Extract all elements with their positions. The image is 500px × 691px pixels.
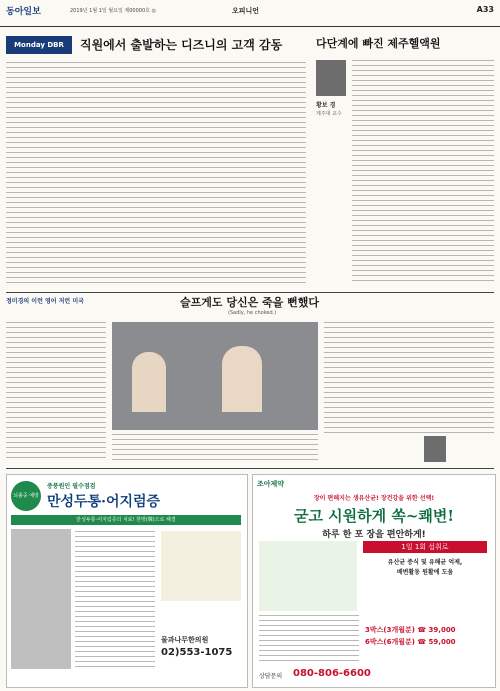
ad-contact-phone: 080-806-6600 [293,668,371,679]
ad-product-image [259,541,357,611]
columnist-byline: 황보 경 [316,102,336,109]
ad-tag: 뇌졸중 예방 [11,481,41,511]
dbr-headline: 직원에서 출발하는 디즈니의 고객 감동 [80,38,283,52]
ad-left [6,474,248,688]
person-figure-left [132,352,166,412]
issue-date: 2019년 1월 1일 월요일 제00000호 ◎ [70,8,156,14]
divider [6,292,494,293]
english-body-left [6,322,106,462]
ad-checklist [161,531,241,601]
paper-name: 동아일보 [6,7,41,17]
person-figure-right [222,346,262,412]
ad-price-1: 3박스(3개월분) ☎ 39,000 [365,626,456,634]
ad-band: 만성두통·어지럼증의 치료! 한방(韓)으로 해결 [11,515,241,525]
column-headline: 다단계에 빠진 제주헬액원 [316,37,441,50]
english-column-subhead: (Sadly, he choked.) [228,310,277,316]
ad-tagline: 장이 편해지는 생유산균! 장건강을 위한 선택! [313,495,435,502]
masthead [0,0,500,27]
english-column-header: 정미경의 이런 영어 저런 미국 [6,298,84,305]
ad-price-2: 6박스(6개월분) ☎ 59,000 [365,638,456,646]
ad-text [75,531,155,671]
ad-title: 중풍원인 필수점검 [47,483,96,490]
english-body-right [324,322,494,434]
english-column-headline: 슬프게도 당신은 죽을 뻔했다 [180,296,319,309]
columnist-photo [316,60,346,96]
divider-ads [6,468,494,469]
ad-headline: 만성두통·어지럼증 [47,494,161,510]
photo-caption [112,434,318,462]
dbr-article-body [6,62,306,284]
ad-brand: 조아제약 [257,480,285,488]
ad-text-right [259,615,359,665]
author-photo [424,436,446,462]
page-number: A33 [476,5,494,14]
ad-feature-1: 유산균 증식 및 유해균 억제, [387,559,463,566]
dbr-badge: Monday DBR [6,36,72,54]
ad-badge: 1일 1회 섭취로 [363,541,487,553]
ad-right [252,474,496,688]
section-name: 오피니언 [232,7,260,15]
ad-phone: 02)553-1075 [161,647,233,658]
ad-subline: 하루 한 포 장을 편안하게! [322,530,426,540]
ad-headline-right: 굳고 시원하게 쏙~쾌변! [293,507,454,525]
ad-photo [11,529,71,669]
news-photo [112,322,318,430]
ad-contact-label: 상담문의 [259,673,283,680]
columnist-note: 제주대 교수 [316,111,342,117]
ad-hospital: 물과나무한의원 [161,636,209,644]
ad-feature-2: 배변활동 원활에 도움 [396,569,454,576]
column-body [352,60,494,284]
